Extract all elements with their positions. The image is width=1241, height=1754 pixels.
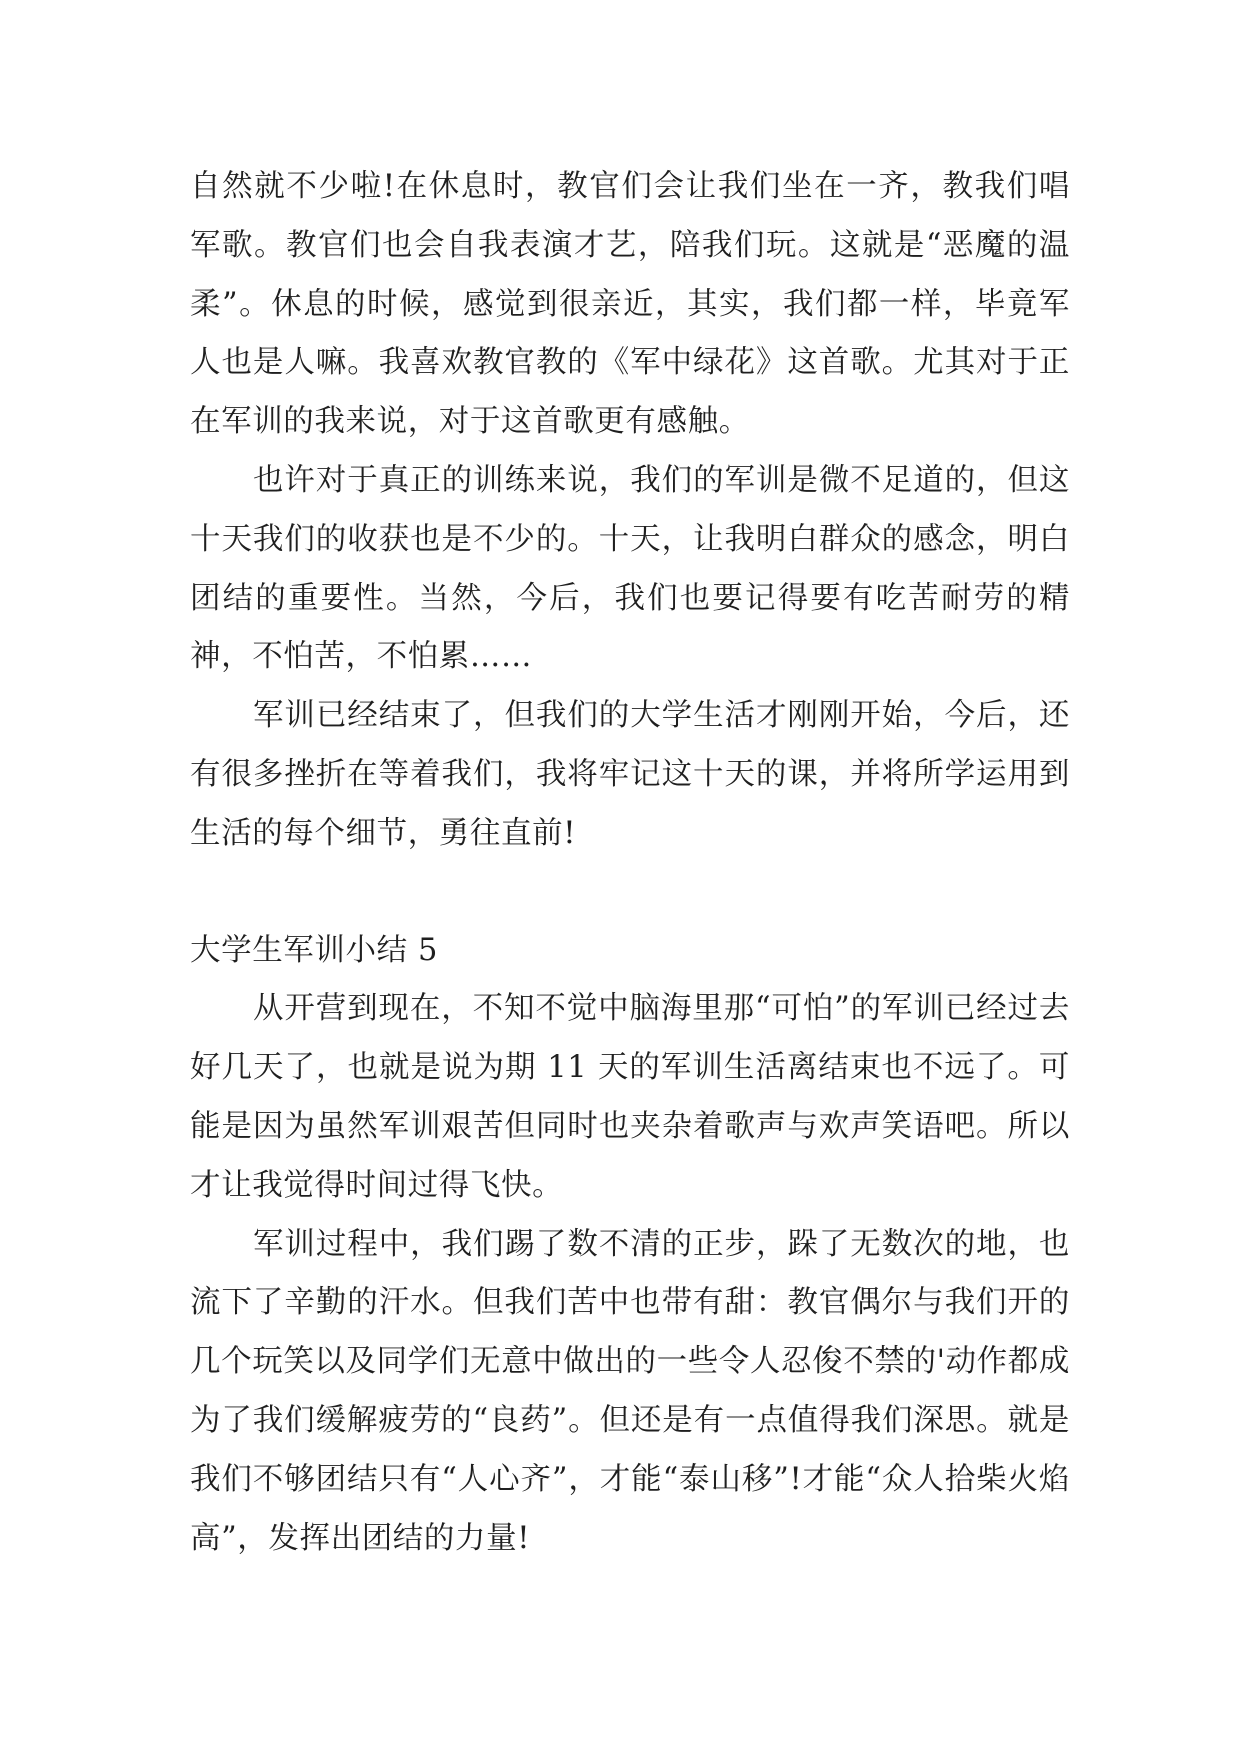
section-title: 大学生军训小结 5 [190,932,438,968]
paragraph-training-process: 军训过程中，我们踢了数不清的正步，跺了无数次的地，也流下了辛勤的汗水。但我们苦中也带有甜：教官偶尔与我们开的几个玩笑以及同学们无意中做出的一些令人忍俊不禁的'动作都成为了我们缓解疲劳的“良药”。但还是有一点值得我们深思。就是我们不够团结只有“人心齐”，才能“泰山移”!才能“众人拾柴火焰高”，发挥出团结的力量! [190,1226,1070,1556]
paragraph-continued: 自然就不少啦!在休息时，教官们会让我们坐在一齐，教我们唱军歌。教官们也会自我表演才艺，陪我们玩。这就是“恶魔的温柔”。休息的时候，感觉到很亲近，其实，我们都一样，毕竟军人也是人嘛。我喜欢教官教的《军中绿花》这首歌。尤其对于正在军训的我来说，对于这首歌更有感触。 [190,169,1070,440]
paragraph-training-gains: 也许对于真正的训练来说，我们的军训是微不足道的，但这十天我们的收获也是不少的。十天，让我明白群众的感念，明白团结的重要性。当然，今后，我们也要记得要有吃苦耐劳的精神，不怕苦，不怕累…… [190,462,1070,675]
paragraph-since-camp-start: 从开营到现在，不知不觉中脑海里那“可怕”的军训已经过去好几天了，也就是说为期 11 天的军训生活离结束也不远了。可能是因为虽然军训艰苦但同时也夹杂着歌声与欢声笑语吧。所以才让我觉得时间过得飞快。 [190,991,1070,1203]
document-page [190,158,1070,1568]
paragraph-training-ended: 军训已经结束了，但我们的大学生活才刚刚开始，今后，还有很多挫折在等着我们，我将牢记这十天的课，并将所学运用到生活的每个细节，勇往直前! [190,698,1070,851]
